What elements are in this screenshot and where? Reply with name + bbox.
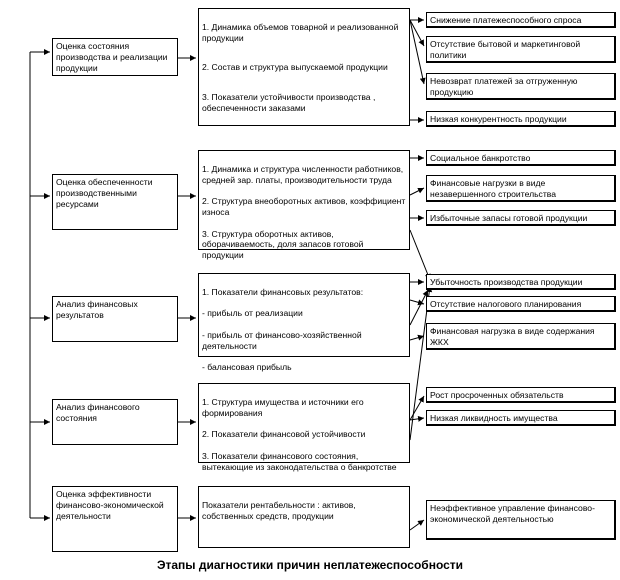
cause-demand-drop: Снижение платежеспособного спроса <box>426 12 616 28</box>
cause-low-competitiveness: Низкая конкурентность продукции <box>426 111 616 127</box>
metric-item: 2. Показатели финансовой устойчивости <box>202 429 366 440</box>
metric-item: Показатели рентабельности : активов, собственных средств, продукции <box>202 499 356 521</box>
metric-item: 3. Структура оборотных активов, оборачиваемость, доля запасов готовой продукции <box>202 228 364 261</box>
metric-item: - балансовая прибыль <box>202 362 292 373</box>
metric-item: 2. Структура внеоборотных активов, коэффициент износа <box>202 196 406 217</box>
stage-efficiency: Оценка эффективности финансово-экономической деятельности <box>52 486 178 552</box>
diagram-caption: Этапы диагностики причин неплатежеспособности <box>156 558 464 572</box>
cause-unprofitable-production: Убыточность производства продукции <box>426 274 616 290</box>
metrics-efficiency <box>198 486 410 548</box>
metrics-financial-results <box>198 273 410 373</box>
metric-item: - прибыль от финансово-хозяйственной деятельности <box>202 329 362 351</box>
cause-no-marketing: Отсутствие бытовой и маркетинговой политики <box>426 36 616 63</box>
cause-construction-burden: Финансовые нагрузки в виде незавершенного строительства <box>426 175 616 202</box>
cause-low-liquidity: Низкая ликвидность имущества <box>426 410 616 426</box>
stage-resources: Оценка обеспеченности производственными ресурсами <box>52 174 178 230</box>
cause-no-tax-planning: Отсутствие налогового планирования <box>426 296 616 312</box>
metric-item: 3. Показатели финансового состояния, вытекающие из законодательства о банкротстве <box>202 450 397 472</box>
cause-ineffective-management: Неэффективное управление финансово-экономической деятельностью <box>426 500 616 540</box>
cause-overdue-liabilities: Рост просроченных обязательств <box>426 387 616 403</box>
metric-item: 1. Структура имущества и источники его формирования <box>202 396 364 418</box>
metric-item: 2. Состав и структура выпускаемой продукции <box>202 62 388 73</box>
cause-unpaid-shipments: Невозврат платежей за отгруженную продукцию <box>426 73 616 100</box>
cause-housing-burden: Финансовая нагрузка в виде содержания ЖКХ <box>426 323 616 350</box>
metric-item: 3. Показатели устойчивости производства , обеспеченности заказами <box>202 91 376 113</box>
metric-item: 1. Динамика и структура численности работников, средней зар. платы, производительности труда <box>202 163 404 185</box>
metrics-production <box>198 8 410 126</box>
stage-financial-state: Анализ финансового состояния <box>52 399 178 445</box>
metrics-resources <box>198 150 410 261</box>
metric-item: 1. Динамика объемов товарной и реализованной продукции <box>202 21 399 43</box>
cause-social-bankruptcy: Социальное банкротство <box>426 150 616 166</box>
metric-item: 1. Показатели финансовых результатов: <box>202 286 364 297</box>
cause-excess-inventory: Избыточные запасы готовой продукции <box>426 210 616 226</box>
stage-production: Оценка состояния производства и реализации продукции <box>52 38 178 76</box>
stage-financial-results: Анализ финансовых результатов <box>52 296 178 342</box>
metrics-financial-state <box>198 383 410 472</box>
metric-item: - прибыль от реализации <box>202 308 303 319</box>
